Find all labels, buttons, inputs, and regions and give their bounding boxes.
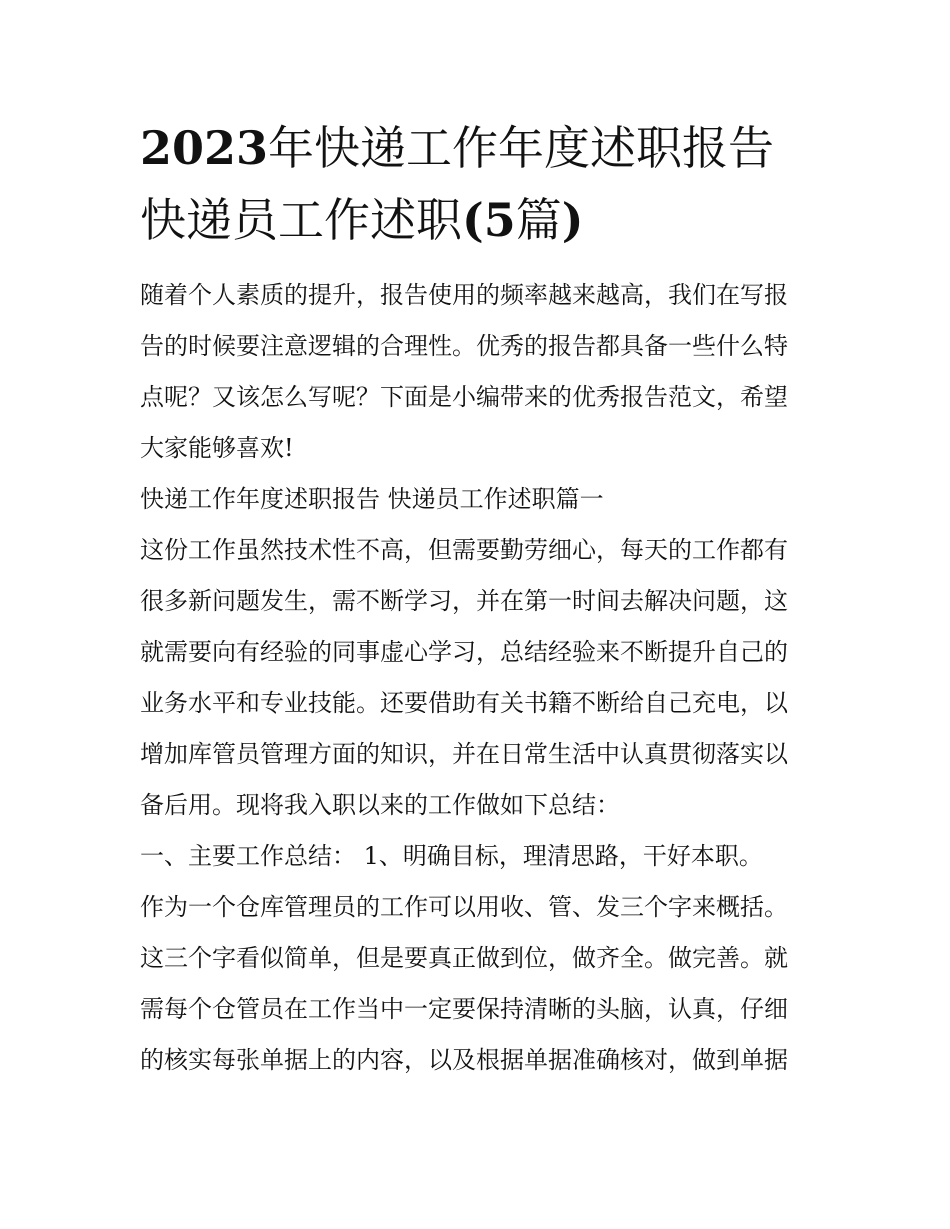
title-line-2 [140,184,816,256]
text-line: 需每个仓管员在工作当中一定要保持清晰的头脑，认真，仔细 [140,995,788,1023]
text-line: 点呢？又该怎么写呢？下面是小编带来的优秀报告范文，希望 [140,383,788,411]
text-line: 备后用。现将我入职以来的工作做如下总结： [140,791,620,819]
title-line-1-text: 年快递工作年度述职报告 [268,121,775,175]
text-line: 很多新问题发生，需不断学习，并在第一时间去解决问题，这 [140,587,788,615]
section-heading: 快递工作年度述职报告 快递员工作述职篇一 [140,485,604,513]
title-year: 2023 [140,121,269,175]
text-line: 一、主要工作总结： 1、明确目标，理清思路，干好本职。 [140,842,763,870]
title-line-2-text: 快递员工作述职 [140,193,462,247]
text-line: 就需要向有经验的同事虚心学习，总结经验来不断提升自己的 [140,638,788,666]
text-line: 作为一个仓库管理员的工作可以用收、管、发三个字来概括。 [140,893,788,921]
text-line: 业务水平和专业技能。还要借助有关书籍不断给自己充电，以 [140,689,788,717]
title-count-unit: 篇 [515,193,562,247]
text-line: 这三个字看似简单，但是要真正做到位，做齐全。做完善。就 [140,944,788,972]
text-line: 这份工作虽然技术性不高，但需要勤劳细心，每天的工作都有 [140,536,788,564]
document-page [140,112,816,1086]
text-line: 增加库管员管理方面的知识，并在日常生活中认真贯彻落实以 [140,740,788,768]
text-line: 告的时候要注意逻辑的合理性。优秀的报告都具备一些什么特 [140,332,788,360]
title-line-1 [140,112,816,184]
text-line: 的核实每张单据上的内容，以及根据单据准确核对，做到单据 [140,1046,788,1074]
text-line: 大家能够喜欢! [140,434,294,462]
document-title [140,112,816,256]
text-line: 随着个人素质的提升，报告使用的频率越来越高，我们在写报 [140,281,788,309]
document-body [140,270,816,1086]
title-close-paren: ) [561,193,584,247]
title-count: (5 [462,193,516,247]
